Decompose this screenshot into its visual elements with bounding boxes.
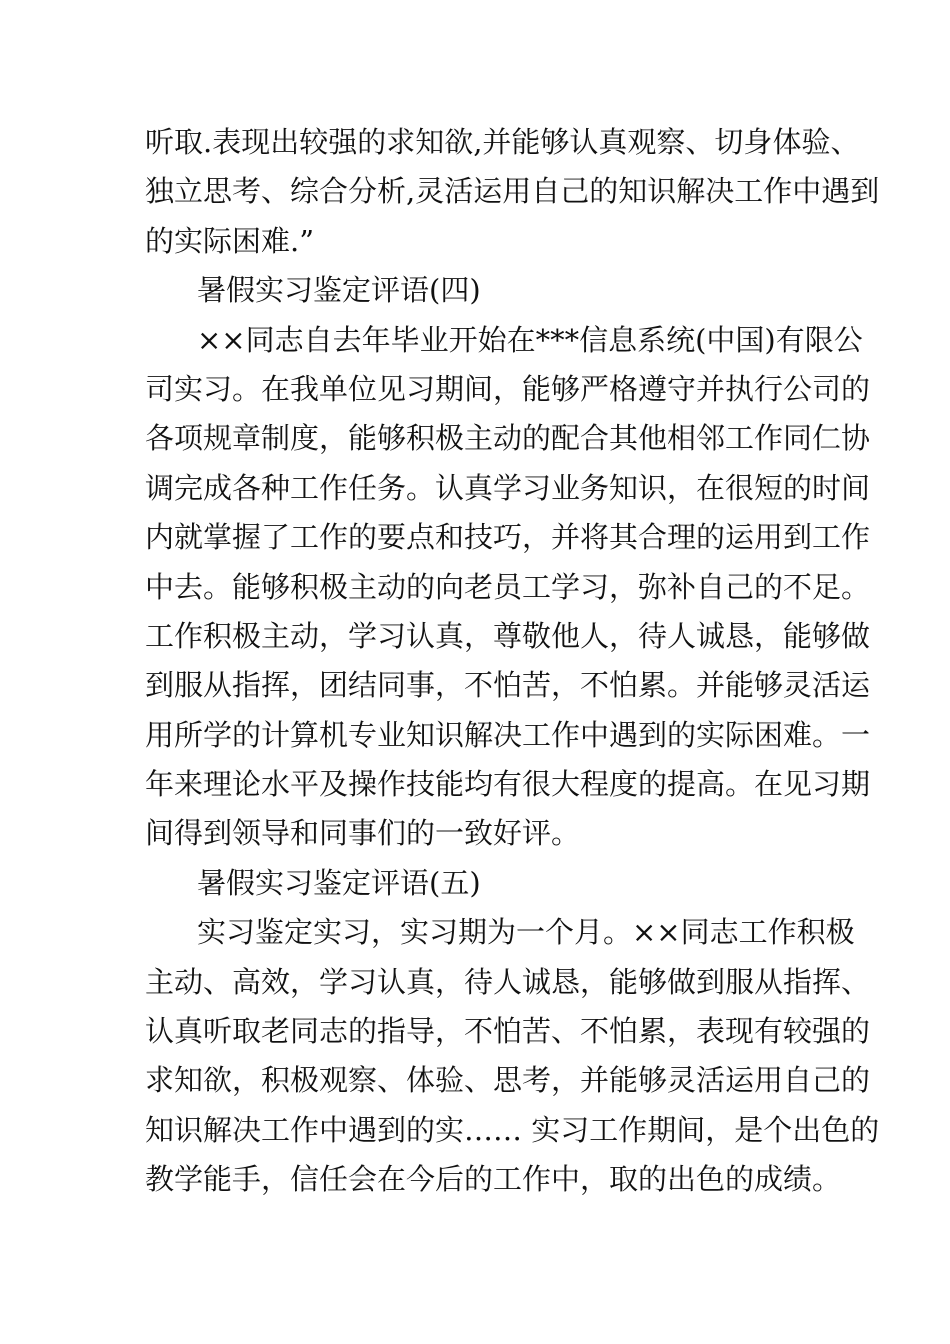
text-line: 的实际困难.”	[145, 223, 315, 258]
text-line: 主动、高效，学习认真，待人诚恳，能够做到服从指挥、	[145, 964, 871, 999]
text-line: 工作积极主动，学习认真，尊敬他人，待人诚恳，能够做	[145, 618, 871, 653]
text-line: 认真听取老同志的指导，不怕苦、不怕累，表现有较强的	[145, 1014, 871, 1049]
text-line: 独立思考、综合分析,灵活运用自己的知识解决工作中遇到	[145, 174, 880, 209]
text-line: 知识解决工作中遇到的实…… 实习工作期间，是个出色的	[145, 1112, 880, 1147]
text-line: 年来理论水平及操作技能均有很大程度的提高。在见习期	[145, 767, 871, 802]
text-line: 听取.表现出较强的求知欲,并能够认真观察、切身体验、	[145, 125, 860, 159]
document-body	[145, 118, 880, 1205]
section-heading: 暑假实习鉴定评语(五)	[197, 865, 481, 900]
text-line: 司实习。在我单位见习期间，能够严格遵守并执行公司的	[145, 371, 871, 406]
section-heading: 暑假实习鉴定评语(四)	[197, 273, 481, 308]
text-line: 间得到领导和同事们的一致好评。	[145, 816, 581, 851]
text-line: 用所学的计算机专业知识解决工作中遇到的实际困难。一	[145, 717, 871, 752]
text-line: 到服从指挥，团结同事，不怕苦，不怕累。并能够灵活运	[145, 668, 871, 703]
text-line: 教学能手，信任会在今后的工作中，取的出色的成绩。	[145, 1162, 842, 1197]
text-line: 实习鉴定实习，实习期为一个月。××同志工作积极	[197, 915, 855, 950]
text-line: 中去。能够积极主动的向老员工学习，弥补自己的不足。	[145, 569, 871, 604]
text-line: 内就掌握了工作的要点和技巧，并将其合理的运用到工作	[145, 520, 871, 555]
text-line: 各项规章制度，能够积极主动的配合其他相邻工作同仁协	[145, 421, 871, 456]
text-line: 求知欲，积极观察、体验、思考，并能够灵活运用自己的	[145, 1063, 871, 1098]
text-line: ××同志自去年毕业开始在***信息系统(中国)有限公	[197, 322, 863, 357]
text-line: 调完成各种工作任务。认真学习业务知识，在很短的时间	[145, 470, 871, 505]
